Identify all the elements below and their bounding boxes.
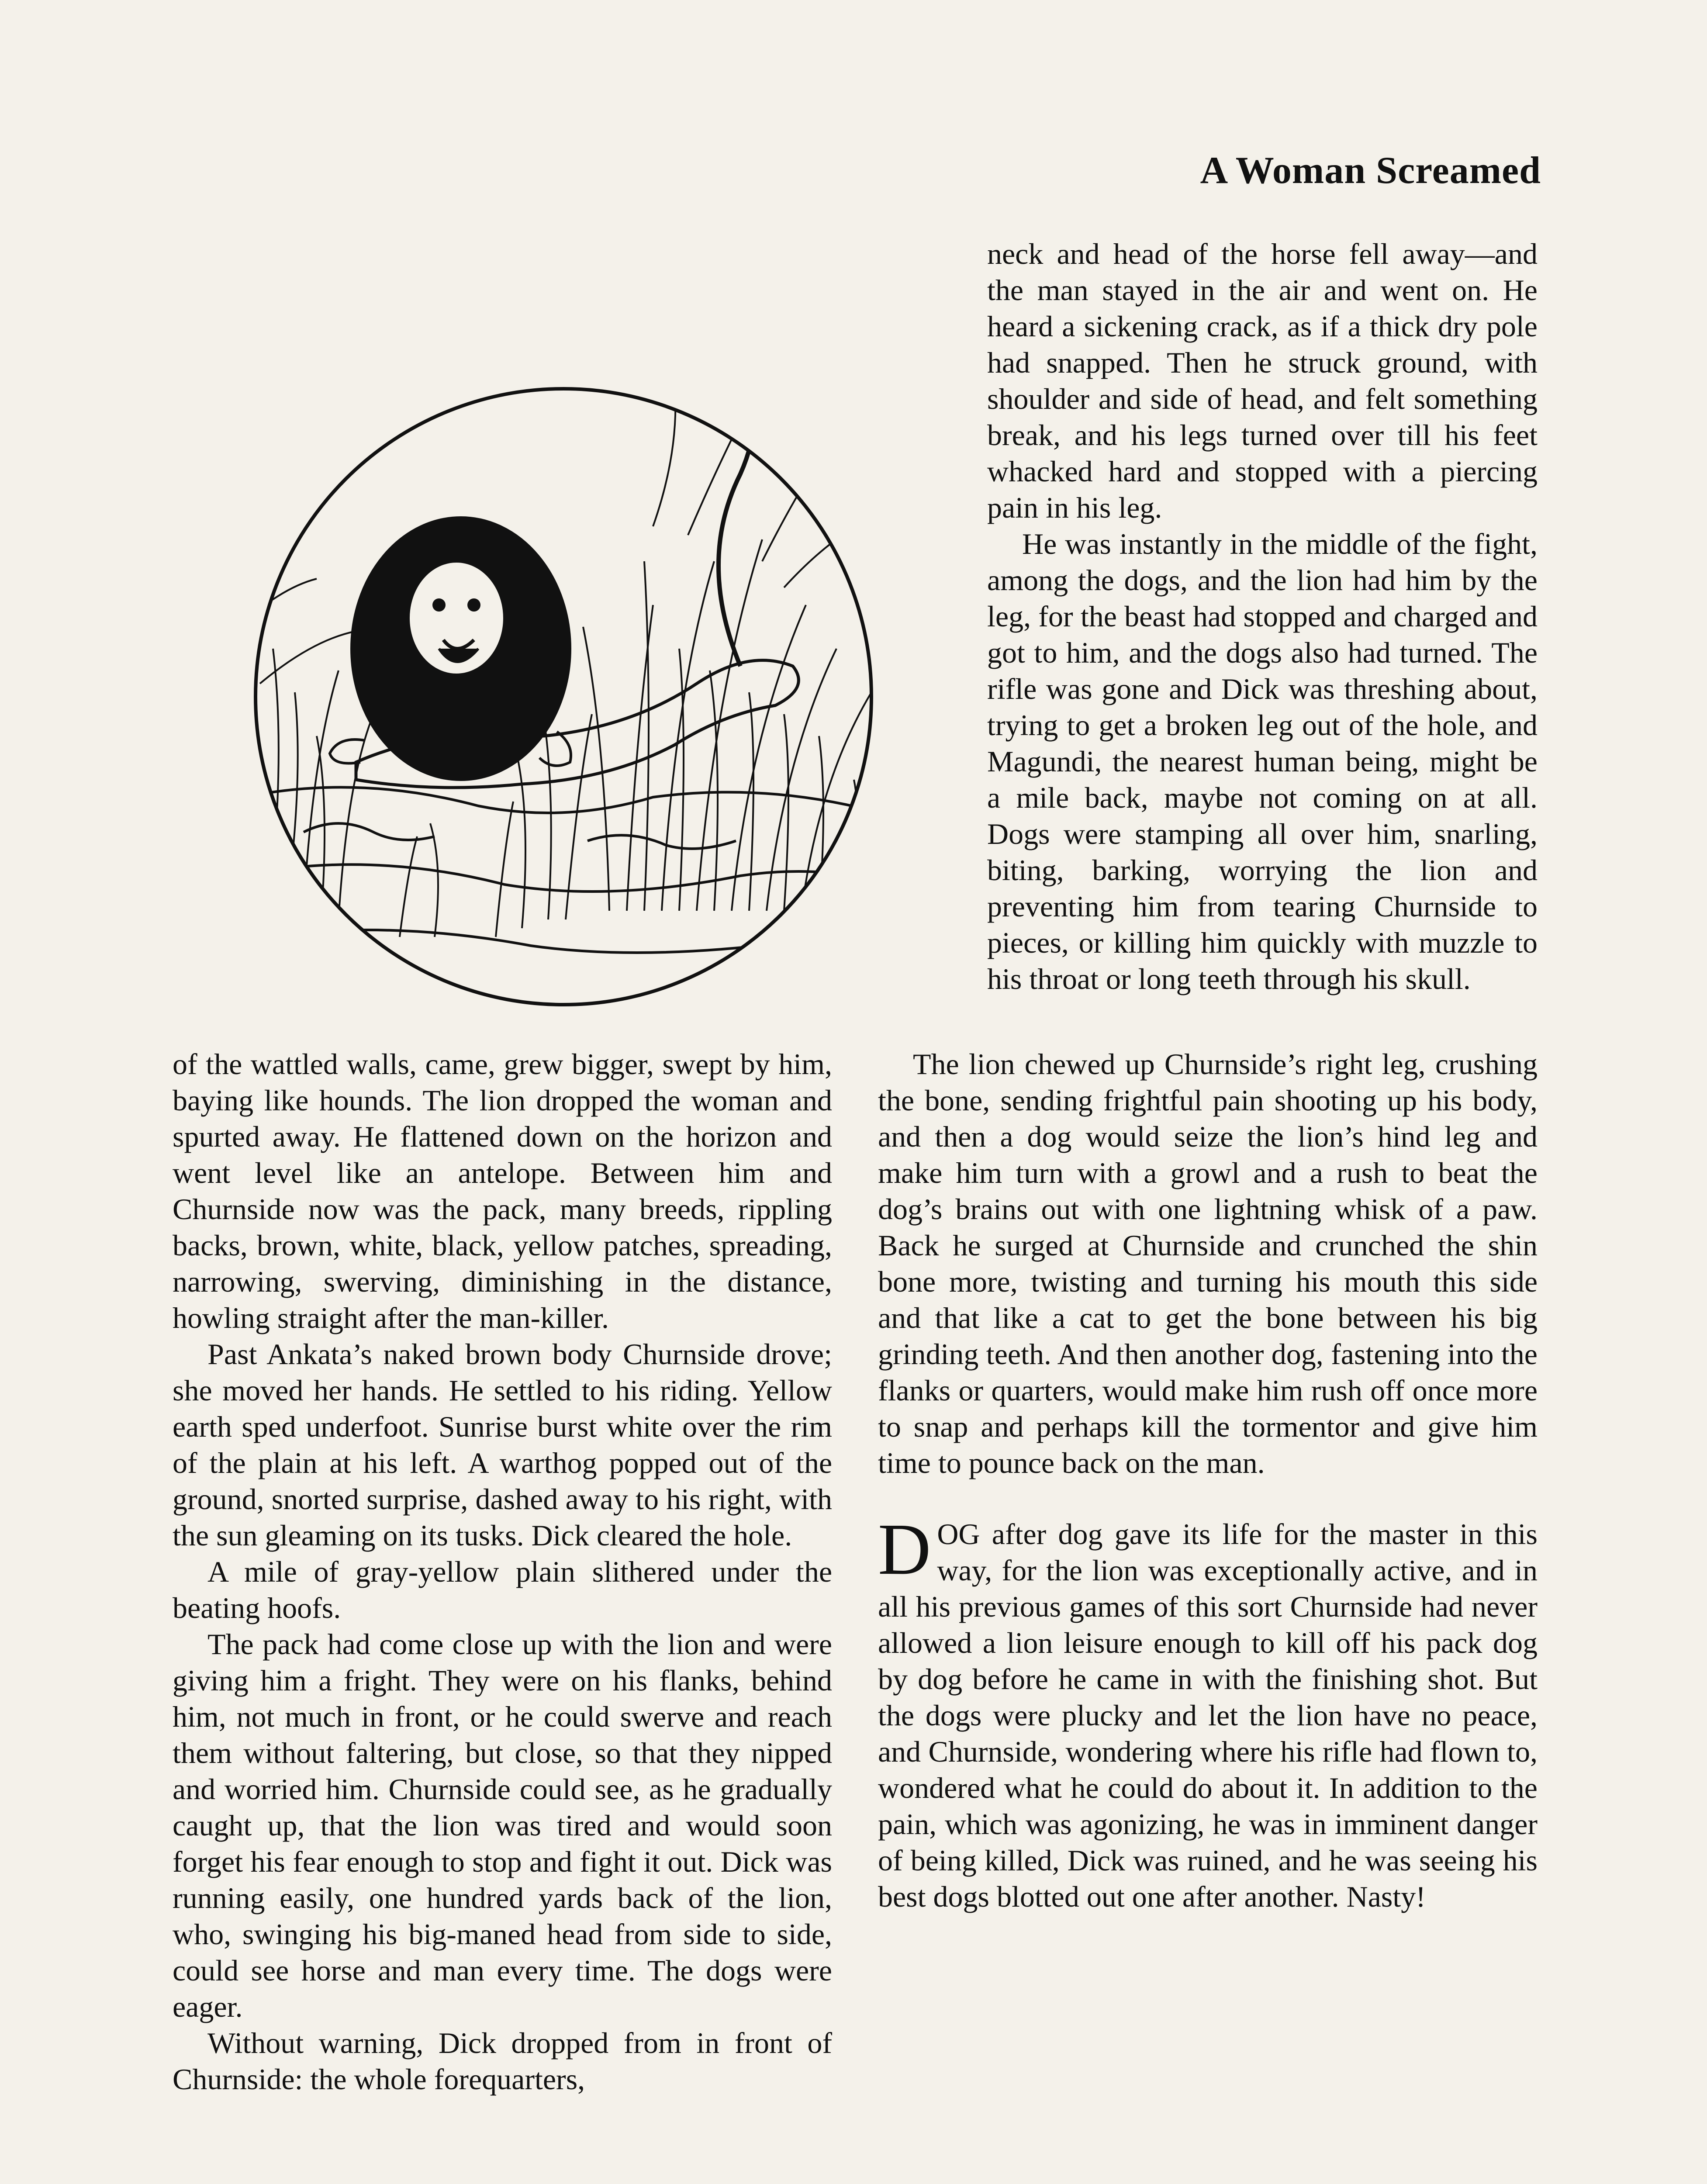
running-header-title: A Woman Screamed xyxy=(1200,149,1541,192)
paragraph: A mile of gray-yellow plain slithered under the beating hoofs. xyxy=(173,1555,832,1624)
article-column-left xyxy=(173,1046,832,2098)
paragraph: He was instantly in the middle of the fight, among the dogs, and the lion had him by the leg, for the beast had stopped and charged and got to him, and the dogs also had turned. The rifle was gone and Dick was threshing about, trying to get a broken leg out of the hole, and Magundi, the nearest human being, might be a mile back, maybe not coming on at all. Dogs were stamping all over him, snarling, biting, barking, worrying the lion and preventing him from tearing Churnside to pieces, or killing him quickly with muzzle to his throat or long teeth through his skull. xyxy=(987,527,1538,995)
paragraph: The pack had come close up with the lion and were giving him a fright. They were on his flanks, behind him, not much in front, or he could swerve and reach them without faltering, but close, so that they nipped and worried him. Churnside could see, as he gradually caught up, that the lion was tired and would soon forget his fear enough to stop and fight it out. Dick was running easily, one hundred yards back of the lion, who, swinging his big-maned head from side to side, could see horse and man every time. The dogs were eager. xyxy=(173,1628,832,2023)
section-break xyxy=(878,1481,1538,1516)
lion-in-grass-illustration xyxy=(173,256,954,1016)
article-column-right-bottom xyxy=(878,1046,1538,1915)
paragraph: The lion chewed up Churnside’s right leg, crushing the bone, sending frightful pain shooting up his body, and then a dog would seize the lion’s hind leg and make him turn with a growl and a rush to beat the dog’s brains out with one lightning whisk of a paw. Back he surged at Churnside and crunched the shin bone more, twisting and turning his mouth this side and that like a cat to get the bone between his big grinding teeth. And then another dog, fastening into the flanks or quarters, would make him rush off once more to snap and perhaps kill the tormentor and give him time to pounce back on the man. xyxy=(878,1047,1538,1479)
article-column-right-top xyxy=(987,236,1538,997)
paragraph: Without warning, Dick dropped from in front of Churnside: the whole forequarters, xyxy=(173,2026,832,2096)
drop-cap-letter: D xyxy=(878,1509,931,1590)
dropcap-paragraph xyxy=(878,1509,1538,1915)
paragraph: neck and head of the horse fell away—and the man stayed in the air and went on. He heard a sickening crack, as if a thick dry pole had snapped. Then he struck ground, with shoulder and side of head, and felt something break, and his legs turned over till his feet whacked hard and stopped with a piercing pain in his leg. xyxy=(987,237,1538,524)
paragraph: of the wattled walls, came, grew bigger, swept by him, baying like hounds. The lion dropped the woman and spurted away. He flattened down on the horizon and went level like an antelope. Between him and Churnside now was the pack, many breeds, rippling backs, brown, white, black, yellow patches, spreading, narrowing, swerving, diminishing in the distance, howling straight after the man-killer. xyxy=(173,1047,832,1334)
paragraph: Past Ankata’s naked brown body Churnside drove; she moved her hands. He settled to his riding. Yellow earth sped underfoot. Sunrise burst white over the rim of the plain at his left. A warthog popped out of the ground, snorted surprise, dashed away to his right, with the sun gleaming on its tusks. Dick cleared the hole. xyxy=(173,1337,832,1552)
dropcap-paragraph-text: OG after dog gave its life for the master in this way, for the lion was exceptionally active, and in all his previous games of this sort Churnside had never allowed a lion leisure enough to kill off his pack dog by dog before he came in with the finishing shot. But the dogs were plucky and let the lion have no peace, and Churnside, wondering where his rifle had flown to, wondered what he could do about it. In addition to the pain, which was agonizing, he was in imminent danger of being killed, Dick was ruined, and he was seeing his best dogs blotted out one after another. Nasty! xyxy=(878,1517,1538,1913)
